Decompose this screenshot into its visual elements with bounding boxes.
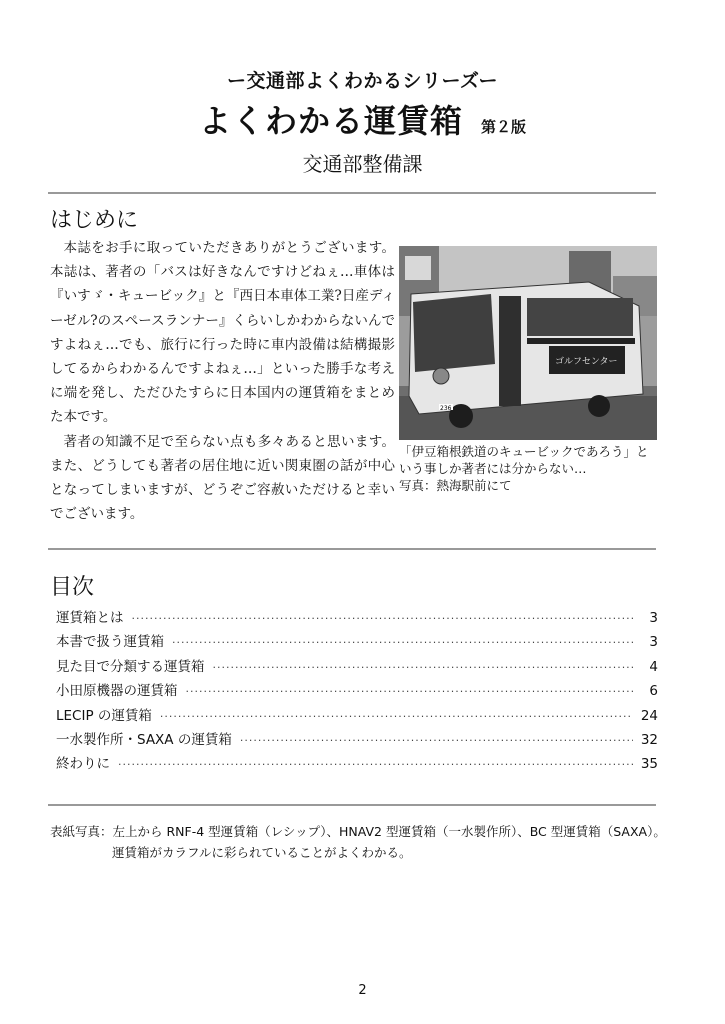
toc-leader-dots bbox=[213, 661, 635, 674]
toc-item-title: 運賃箱とは bbox=[56, 610, 124, 626]
page-number: 2 bbox=[358, 983, 367, 998]
intro-heading: はじめに bbox=[50, 208, 139, 233]
toc-item-title: 本書で扱う運賃箱 bbox=[56, 634, 164, 651]
toc-item[interactable] bbox=[56, 655, 658, 679]
toc-item-page: 3 bbox=[649, 634, 658, 651]
department-name: 交通部整備課 bbox=[302, 152, 423, 176]
toc-item-page: 35 bbox=[640, 756, 658, 773]
toc-item-title: 終わりに bbox=[56, 756, 110, 773]
divider-bottom bbox=[48, 804, 656, 806]
toc-heading: 目次 bbox=[50, 575, 95, 600]
intro-text bbox=[50, 236, 395, 526]
toc-item-title: 小田原機器の運賃箱 bbox=[56, 683, 178, 700]
bus-number-plate: 236 bbox=[440, 405, 452, 412]
caption-line-3: 写真：熱海駅前にて bbox=[399, 478, 512, 493]
toc-item-page: 6 bbox=[649, 683, 658, 700]
toc-leader-dots bbox=[186, 685, 635, 698]
toc-item-page: 3 bbox=[649, 610, 658, 626]
toc-item[interactable] bbox=[56, 606, 658, 630]
toc-item-page: 4 bbox=[649, 658, 658, 675]
cover-note-line-2: 運賃箱がカラフルに彩られていることがよくわかる。 bbox=[112, 845, 412, 860]
bus-ad-text: ゴルフセンター bbox=[555, 357, 618, 367]
toc-item[interactable] bbox=[56, 752, 658, 776]
toc-item[interactable] bbox=[56, 728, 658, 752]
cover-note-line-1: 左上から RNF-4 型運賃箱（レシップ）、HNAV2 型運賃箱（一水製作所）、BC 型運賃箱（SAXA）。 bbox=[112, 824, 666, 839]
intro-paragraph-1: 本誌をお手に取っていただきありがとうございます。本誌は、著者の「バスは好きなんですけどねぇ…車体は『いすゞ・キュービック』と『西日本車体工業?日産ディーゼル?のスペースランナー』くらいしかわからないんですよねぇ…でも、旅行に行った時に車内設備は結構撮影してるからわかるんですよねぇ…」といった勝手な考えに端を発し、ただひたすらに日本国内の運賃箱をまとめた本です。 bbox=[50, 240, 395, 426]
toc-item[interactable] bbox=[56, 679, 658, 703]
table-of-contents bbox=[56, 606, 658, 777]
toc-item-page: 24 bbox=[640, 707, 658, 724]
toc-item-title: 一水製作所・SAXA の運賃箱 bbox=[56, 731, 232, 748]
toc-item[interactable] bbox=[56, 630, 658, 654]
toc-item-title: 見た目で分類する運賃箱 bbox=[56, 658, 205, 675]
toc-item-page: 32 bbox=[640, 731, 658, 748]
title-row bbox=[0, 96, 725, 142]
edition-label: 第２版 bbox=[481, 118, 527, 136]
toc-leader-dots bbox=[132, 612, 635, 625]
divider-top bbox=[48, 192, 656, 194]
toc-leader-dots bbox=[160, 710, 633, 723]
main-title: よくわかる運賃箱 bbox=[198, 102, 463, 140]
caption-line-2: いう事しか著者には分からない… bbox=[399, 461, 587, 476]
caption-line-1: 「伊豆箱根鉄道のキュービックであろう」と bbox=[399, 444, 649, 459]
bus-photo bbox=[399, 246, 657, 440]
divider-middle bbox=[48, 548, 656, 550]
toc-leader-dots bbox=[118, 758, 633, 771]
cover-photo-note bbox=[50, 821, 666, 863]
toc-leader-dots bbox=[172, 636, 634, 649]
photo-caption bbox=[399, 443, 661, 494]
series-title: ー交通部よくわかるシリーズー bbox=[226, 70, 499, 92]
toc-item-title: LECIP の運賃箱 bbox=[56, 707, 152, 724]
intro-paragraph-2: 著者の知識不足で至らない点も多々あると思います。また、どうしても著者の居住地に近い関東圏の話が中心となってしまいますが、どうぞご容赦いただけると幸いでございます。 bbox=[50, 433, 395, 523]
cover-note-label: 表紙写真： bbox=[50, 824, 113, 839]
toc-item[interactable] bbox=[56, 704, 658, 728]
toc-leader-dots bbox=[240, 734, 633, 747]
